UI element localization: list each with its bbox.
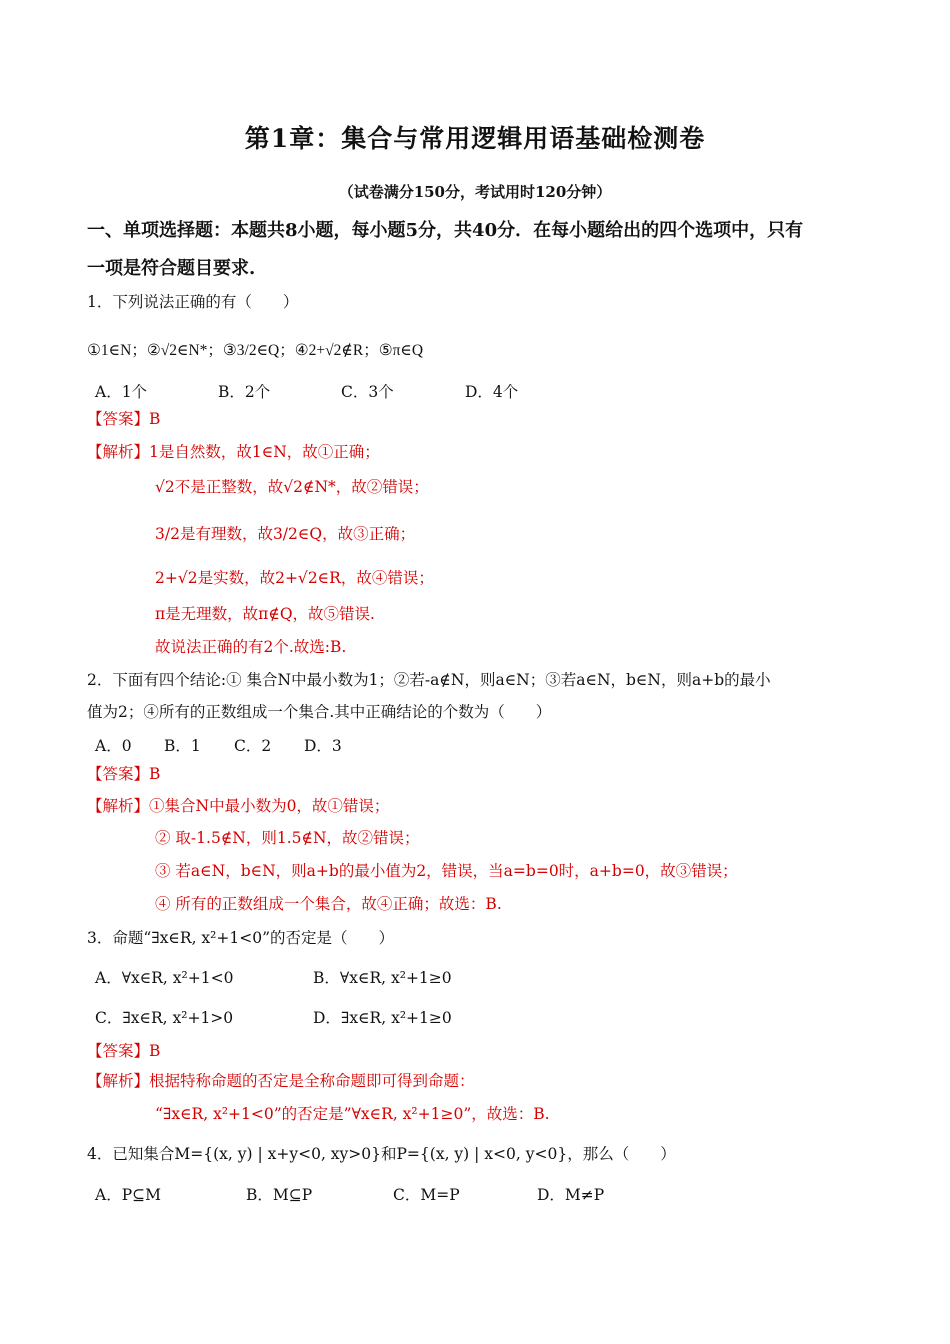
q1-analysis-5: π是无理数，故π∉Q，故⑤错误. xyxy=(155,605,375,623)
q2-stem-line1: 2．下面有四个结论:① 集合N中最小数为1；②若-a∉N，则a∈N；③若a∈N，b∈N，则a+b的最小 xyxy=(87,671,771,689)
q3-answer: 【答案】B xyxy=(87,1042,161,1060)
q3-analysis-1: 【解析】根据特称命题的否定是全称命题即可得到命题： xyxy=(87,1072,475,1090)
page-title: 第1章：集合与常用逻辑用语基础检测卷 xyxy=(244,124,706,153)
q1-option-b: B．2个 xyxy=(218,383,271,401)
q1-stem: 1．下列说法正确的有（ ） xyxy=(87,293,299,311)
q2-option-a: A．0 xyxy=(95,737,132,755)
q1-option-c: C．3个 xyxy=(341,383,394,401)
q2-analysis-3: ③ 若a∈N，b∈N，则a+b的最小值为2，错误，当a=b=0时，a+b=0，故③错误； xyxy=(155,862,738,880)
q1-analysis-4: 2+√2是实数，故2+√2∈R，故④错误； xyxy=(155,569,434,587)
page-subtitle: （试卷满分150分，考试用时120分钟） xyxy=(338,183,612,201)
q3-option-a: A．∀x∈R, x²+1<0 xyxy=(95,969,234,987)
q3-stem: 3．命题“∃x∈R, x²+1<0”的否定是（ ） xyxy=(87,929,395,947)
q3-analysis-2: “∃x∈R, x²+1<0”的否定是”∀x∈R, x²+1≥0”，故选：B. xyxy=(155,1105,550,1123)
q2-option-b: B．1 xyxy=(164,737,201,755)
q3-option-d: D．∃x∈R, x²+1≥0 xyxy=(313,1009,452,1027)
q2-analysis-4: ④ 所有的正数组成一个集合，故④正确；故选：B. xyxy=(155,895,502,913)
q2-analysis-1: 【解析】①集合N中最小数为0，故①错误； xyxy=(87,797,390,815)
q1-answer: 【答案】B xyxy=(87,410,161,428)
q1-option-d: D．4个 xyxy=(465,383,519,401)
q1-analysis-3: 3/2是有理数，故3/2∈Q，故③正确； xyxy=(155,525,416,543)
q2-stem-line2: 值为2；④所有的正数组成一个集合.其中正确结论的个数为（ ） xyxy=(87,703,552,721)
q4-option-b: B．M⊆P xyxy=(246,1186,313,1204)
q4-option-c: C．M=P xyxy=(393,1186,460,1204)
q1-analysis-6: 故说法正确的有2个.故选:B. xyxy=(155,638,347,656)
q4-option-a: A．P⊆M xyxy=(95,1186,161,1204)
section-heading-line1: 一、单项选择题：本题共8小题，每小题5分，共40分．在每小题给出的四个选项中，只有 xyxy=(87,220,804,241)
section-heading-line2: 一项是符合题目要求. xyxy=(87,258,256,279)
q2-option-c: C．2 xyxy=(234,737,272,755)
q4-option-d: D．M≠P xyxy=(537,1186,605,1204)
q1-statements: ①1∈N；②√2∈N*；③3/2∈Q；④2+√2∉R；⑤π∈Q xyxy=(87,342,424,359)
q1-analysis-2: √2不是正整数，故√2∉N*，故②错误； xyxy=(155,478,429,496)
q2-answer: 【答案】B xyxy=(87,765,161,783)
q2-analysis-2: ② 取-1.5∉N，则1.5∉N，故②错误； xyxy=(155,829,420,847)
q1-analysis-1: 【解析】1是自然数，故1∈N，故①正确； xyxy=(87,443,380,461)
q1-option-a: A．1个 xyxy=(95,383,148,401)
q4-stem: 4．已知集合M={(x, y) | x+y<0, xy>0}和P={(x, y) | x<0, y<0}，那么（ ） xyxy=(87,1145,676,1163)
q3-option-b: B．∀x∈R, x²+1≥0 xyxy=(313,969,452,987)
q3-option-c: C．∃x∈R, x²+1>0 xyxy=(95,1009,234,1027)
q2-option-d: D．3 xyxy=(304,737,342,755)
